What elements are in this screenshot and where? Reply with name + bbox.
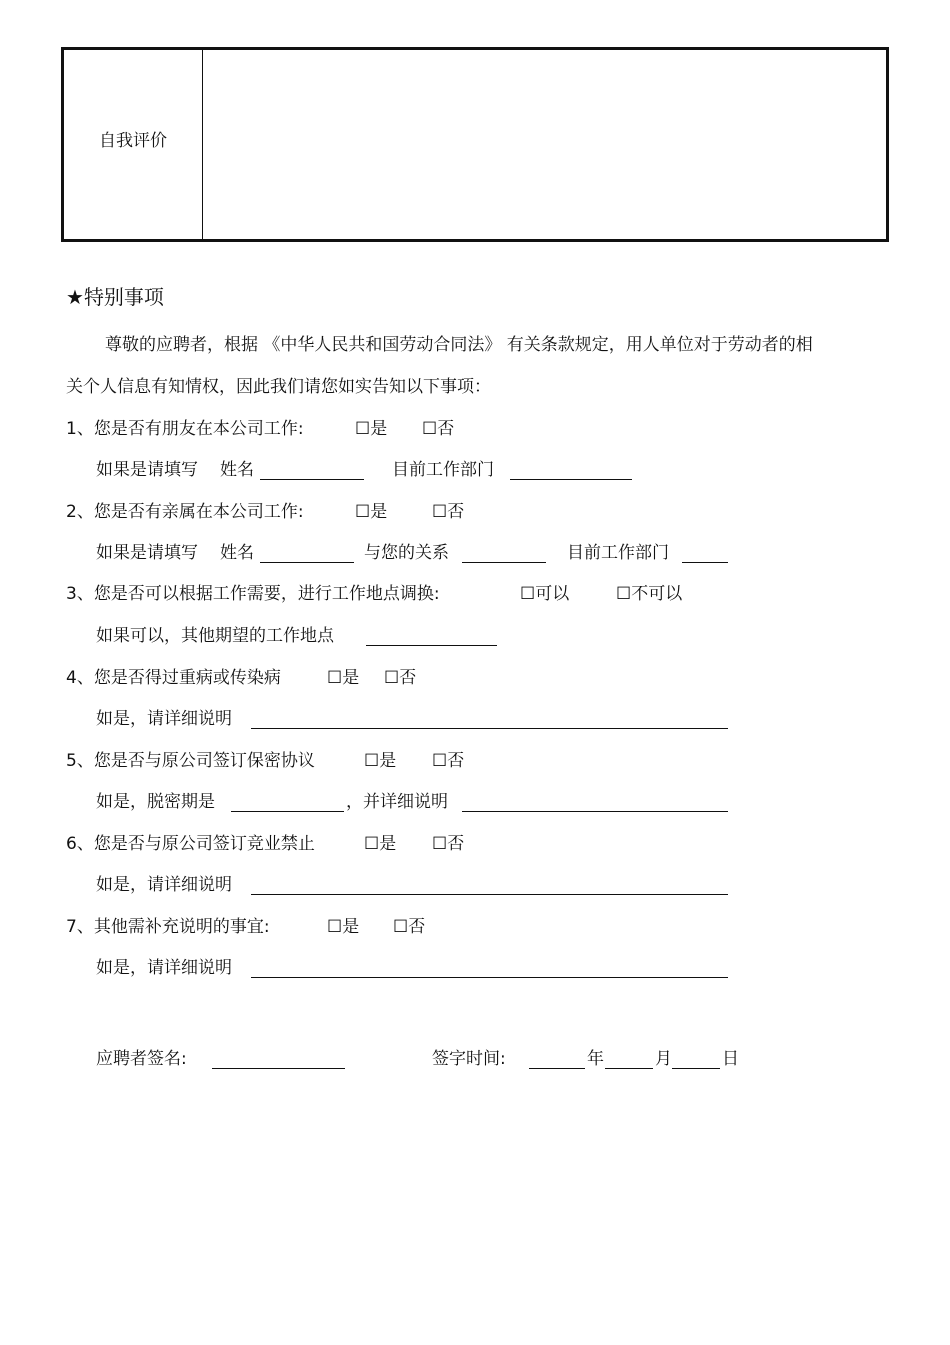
checkbox-icon: ☐ (432, 834, 448, 854)
q1-name-field[interactable] (260, 479, 364, 480)
q7-follow-label: 如是，请详细说明 (96, 958, 232, 978)
q2-no-label: 否 (447, 502, 465, 522)
month-label: 月 (655, 1049, 672, 1069)
q6-follow-label: 如是，请详细说明 (96, 875, 232, 895)
q6-yes-label: 是 (379, 834, 397, 854)
section-title: 特别事项 (83, 285, 164, 309)
q2-no-option[interactable] (432, 501, 464, 523)
q6-no-label: 否 (447, 834, 465, 854)
q3-no-label: 不可以 (631, 584, 683, 604)
checkbox-icon: ☐ (616, 584, 632, 604)
q1-question: 1、您是否有朋友在本公司工作: (66, 419, 304, 439)
q3-follow-label: 如果可以，其他期望的工作地点 (96, 626, 334, 646)
checkbox-icon: ☐ (432, 751, 448, 771)
sign-date-label: 签字时间: (432, 1049, 506, 1069)
q2-relation-label: 与您的关系 (364, 543, 449, 563)
section-heading (66, 286, 164, 308)
day-label: 日 (722, 1049, 739, 1069)
q5-no-option[interactable] (432, 750, 464, 772)
q2-name-label: 姓名 (220, 543, 254, 563)
q5-follow-prefix: 如是，脱密期是 (96, 792, 215, 812)
q5-detail-field[interactable] (462, 811, 728, 812)
intro-line-2: 关个人信息有知情权，因此我们请您如实告知以下事项： (66, 377, 491, 397)
q7-yes-option[interactable] (327, 916, 359, 938)
sign-month-field[interactable] (605, 1068, 653, 1069)
q1-yes-option[interactable] (355, 418, 387, 440)
q4-question: 4、您是否得过重病或传染病 (66, 668, 281, 688)
q4-yes-option[interactable] (327, 667, 359, 689)
q5-follow-mid: ，并详细说明 (346, 792, 448, 812)
checkbox-icon: ☐ (364, 751, 380, 771)
star-icon: ★ (66, 285, 84, 309)
checkbox-icon: ☐ (384, 668, 400, 688)
q1-dept-field[interactable] (510, 479, 632, 480)
q5-question: 5、您是否与原公司签订保密协议 (66, 751, 315, 771)
q2-yes-option[interactable] (355, 501, 387, 523)
self-evaluation-table (61, 47, 889, 242)
q6-yes-option[interactable] (364, 833, 396, 855)
q3-yes-option[interactable] (520, 583, 569, 605)
q2-question: 2、您是否有亲属在本公司工作: (66, 502, 304, 522)
q4-follow-label: 如是，请详细说明 (96, 709, 232, 729)
q2-dept-field[interactable] (682, 562, 728, 563)
intro-line-1: 尊敬的应聘者，根据 《中华人民共和国劳动合同法》 有关条款规定，用人单位对于劳动者的相 (105, 335, 813, 355)
q2-yes-label: 是 (370, 502, 388, 522)
checkbox-icon: ☐ (355, 502, 371, 522)
q5-yes-label: 是 (379, 751, 397, 771)
q3-location-field[interactable] (366, 645, 497, 646)
checkbox-icon: ☐ (432, 502, 448, 522)
q7-no-label: 否 (408, 917, 426, 937)
q5-period-field[interactable] (231, 811, 344, 812)
checkbox-icon: ☐ (364, 834, 380, 854)
q2-dept-label: 目前工作部门 (567, 543, 669, 563)
q7-no-option[interactable] (393, 916, 425, 938)
q4-no-option[interactable] (384, 667, 416, 689)
self-evaluation-label: 自我评价 (99, 131, 167, 151)
q3-question: 3、您是否可以根据工作需要，进行工作地点调换: (66, 584, 440, 604)
q6-question: 6、您是否与原公司签订竞业禁止 (66, 834, 315, 854)
checkbox-icon: ☐ (327, 668, 343, 688)
q1-name-label: 姓名 (220, 460, 254, 480)
q2-name-field[interactable] (260, 562, 354, 563)
checkbox-icon: ☐ (327, 917, 343, 937)
sign-year-field[interactable] (529, 1068, 585, 1069)
q7-detail-field[interactable] (251, 977, 728, 978)
self-evaluation-field[interactable] (203, 50, 886, 239)
q5-yes-option[interactable] (364, 750, 396, 772)
q4-no-label: 否 (399, 668, 417, 688)
q2-relation-field[interactable] (462, 562, 546, 563)
q7-yes-label: 是 (342, 917, 360, 937)
sign-day-field[interactable] (672, 1068, 720, 1069)
checkbox-icon: ☐ (355, 419, 371, 439)
q1-no-label: 否 (437, 419, 455, 439)
q1-dept-label: 目前工作部门 (392, 460, 494, 480)
year-label: 年 (587, 1049, 604, 1069)
signature-field[interactable] (212, 1068, 345, 1069)
q7-question: 7、其他需补充说明的事宜: (66, 917, 270, 937)
q1-follow-prefix: 如果是请填写 (96, 460, 198, 480)
q4-yes-label: 是 (342, 668, 360, 688)
q6-detail-field[interactable] (251, 894, 728, 895)
q2-follow-prefix: 如果是请填写 (96, 543, 198, 563)
checkbox-icon: ☐ (422, 419, 438, 439)
checkbox-icon: ☐ (520, 584, 536, 604)
q5-no-label: 否 (447, 751, 465, 771)
q6-no-option[interactable] (432, 833, 464, 855)
checkbox-icon: ☐ (393, 917, 409, 937)
q4-detail-field[interactable] (251, 728, 728, 729)
q3-no-option[interactable] (616, 583, 682, 605)
signature-label: 应聘者签名: (96, 1049, 187, 1069)
q1-no-option[interactable] (422, 418, 454, 440)
q1-yes-label: 是 (370, 419, 388, 439)
q3-yes-label: 可以 (535, 584, 570, 604)
